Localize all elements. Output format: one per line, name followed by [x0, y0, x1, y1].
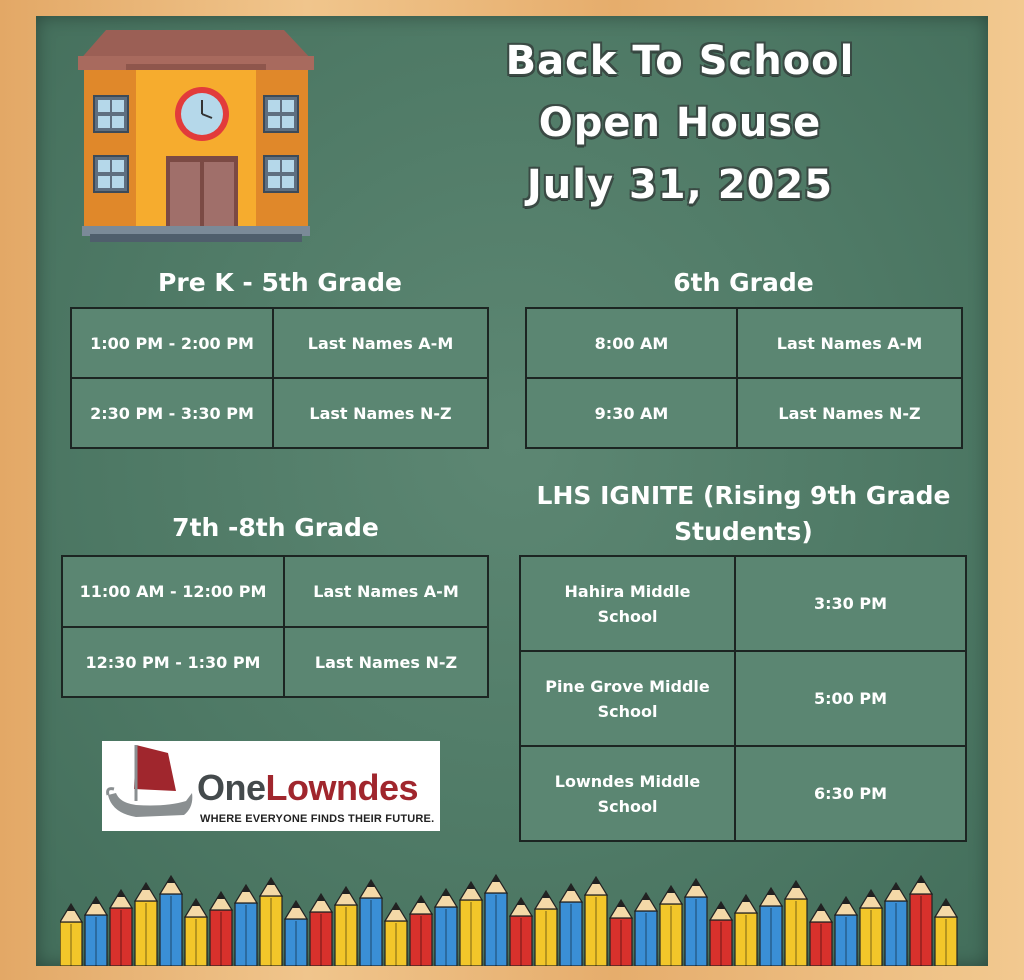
names-cell: Last Names A-M: [737, 308, 962, 378]
school-building-icon: [78, 30, 314, 242]
pencil: [585, 877, 607, 966]
pencil: [335, 887, 357, 966]
pencil: [860, 890, 882, 966]
school-name-line-1: Hahira Middle: [564, 581, 691, 601]
pencil: [385, 903, 407, 966]
school-cell: [520, 746, 735, 841]
title-line-2: Open House: [538, 100, 822, 146]
pencil: [560, 884, 582, 966]
pencil: [635, 893, 657, 966]
pencil: [235, 885, 257, 966]
table-row: [62, 556, 488, 627]
time-cell: 11:00 AM - 12:00 PM: [62, 556, 284, 627]
names-cell: Last Names N-Z: [737, 378, 962, 448]
pencil: [735, 895, 757, 966]
school-cell: [520, 651, 735, 746]
pencil: [60, 904, 82, 966]
pencils-decoration: [60, 860, 966, 966]
pencil: [185, 899, 207, 966]
pencil: [885, 883, 907, 966]
title-line-1: Back To School: [505, 38, 855, 84]
time-cell: 12:30 PM - 1:30 PM: [62, 627, 284, 697]
pencil: [685, 879, 707, 966]
pencil: [260, 878, 282, 966]
table-row: [526, 308, 962, 378]
pencil: [285, 901, 307, 966]
table-row: [526, 378, 962, 448]
pencil: [910, 876, 932, 966]
title-line-3: July 31, 2025: [526, 162, 834, 208]
logo-wordmark: [197, 767, 418, 809]
grade6-table: [525, 307, 963, 449]
school-cell: [520, 556, 735, 651]
table-row: [62, 627, 488, 697]
pencil: [310, 894, 332, 966]
grade6-title: 6th Grade: [673, 268, 814, 297]
viking-ship-icon: [106, 743, 198, 829]
pencil: [810, 904, 832, 966]
time-cell: 6:30 PM: [735, 746, 966, 841]
prek5-title: Pre K - 5th Grade: [158, 268, 402, 297]
pencil: [535, 891, 557, 966]
logo-word-one: One: [197, 767, 266, 808]
pencil: [660, 886, 682, 966]
school-name-line-1: Lowndes Middle: [554, 771, 701, 791]
clock-icon: [175, 87, 229, 141]
table-row: [71, 378, 488, 448]
school-name-line-2: School: [597, 701, 658, 721]
pencil: [435, 889, 457, 966]
pencil: [110, 890, 132, 966]
time-cell: 9:30 AM: [526, 378, 737, 448]
table-row: [520, 651, 966, 746]
logo-word-two: Lowndes: [265, 767, 419, 808]
table-row: [520, 556, 966, 651]
pencil: [210, 892, 232, 966]
grade78-table: [61, 555, 489, 698]
names-cell: Last Names A-M: [284, 556, 488, 627]
school-name-line-1: Pine Grove Middle: [545, 676, 710, 696]
time-cell: 2:30 PM - 3:30 PM: [71, 378, 273, 448]
time-cell: 1:00 PM - 2:00 PM: [71, 308, 273, 378]
school-name-line-2: School: [597, 796, 658, 816]
table-row: [520, 746, 966, 841]
pencil: [935, 899, 957, 966]
school-name-line-2: School: [597, 606, 658, 626]
onelowndes-logo: [102, 741, 440, 831]
pencil: [460, 882, 482, 966]
ignite-table: [519, 555, 967, 842]
pencil: [710, 902, 732, 966]
grade78-title: 7th -8th Grade: [172, 513, 379, 542]
prek5-table: [70, 307, 489, 449]
pencil: [485, 875, 507, 966]
ignite-title: [520, 478, 967, 550]
pencil: [835, 897, 857, 966]
pencil: [510, 898, 532, 966]
ignite-title-line-2: Students): [674, 517, 813, 546]
pencil: [610, 900, 632, 966]
names-cell: Last Names N-Z: [273, 378, 488, 448]
names-cell: Last Names N-Z: [284, 627, 488, 697]
names-cell: Last Names A-M: [273, 308, 488, 378]
time-cell: 5:00 PM: [735, 651, 966, 746]
ignite-title-line-1: LHS IGNITE (Rising 9th Grade: [536, 481, 951, 510]
pencil: [135, 883, 157, 966]
time-cell: 8:00 AM: [526, 308, 737, 378]
pencil: [410, 896, 432, 966]
pencil: [360, 880, 382, 966]
table-row: [71, 308, 488, 378]
time-cell: 3:30 PM: [735, 556, 966, 651]
pencil: [85, 897, 107, 966]
pencil: [160, 876, 182, 966]
pencil: [760, 888, 782, 966]
logo-tagline: WHERE EVERYONE FINDS THEIR FUTURE.: [200, 813, 435, 825]
pencil: [785, 881, 807, 966]
